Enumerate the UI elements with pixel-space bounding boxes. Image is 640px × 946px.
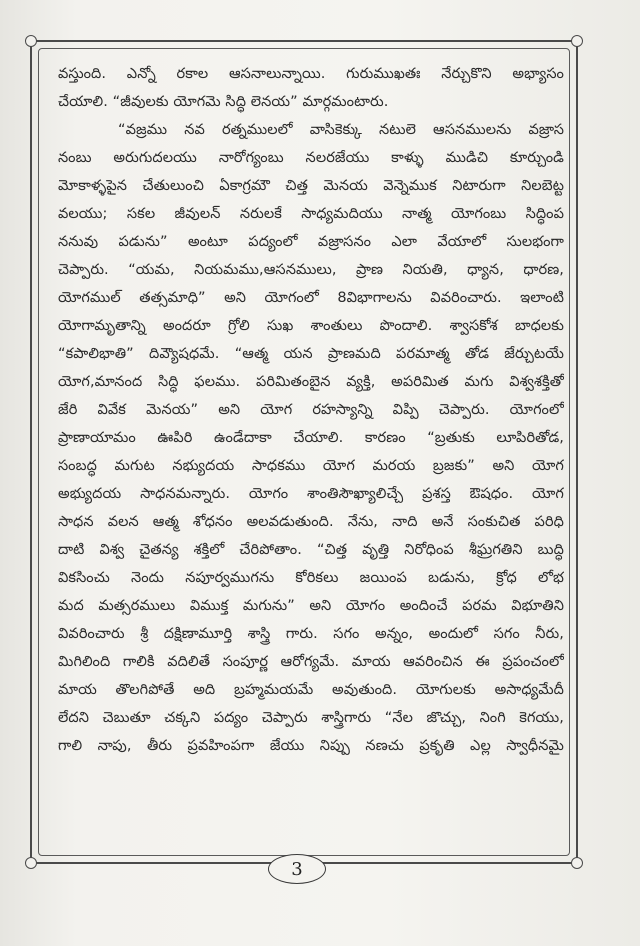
border-corner-ornament [571,857,583,869]
text-line: వలయు; సకల జీవులన్ నరులకే సాధ్యమదియు నాత్మ యోగంబు సిద్ధింప [58,206,564,222]
text-line: ననువు పడును” అంటూ పద్యంలో వజ్రాసనం ఎలా వేయాలో సులభంగా [58,234,564,250]
text-line: గాలి నాపు, తీరు ప్రవహింపగా జేయు నిప్పు నణచు ప్రకృతి ఎల్ల స్వాధీనమై [58,738,564,754]
text-line: యోగముల్ తత్సమాధి” అని యోగంలో 8విభాగాలను వివరించారు. ఇలాంటి [58,290,564,306]
body-text [58,60,564,850]
text-line: సంబద్ధ మగుట నభ్యుదయ సాధకము యోగ మరయ బ్రజకు” అని యోగ [58,458,564,474]
text-line: చేయాలి. “జీవులకు యోగమె సిద్ధి లెనయ” మార్గమంటారు. [58,94,389,110]
text-line: అభ్యుదయ సాధనమన్నారు. యోగం శాంతిసౌఖ్యాలిచ్చే ప్రశస్త ఔషధం. యోగ [58,486,564,502]
text-line: యోగామృతాన్ని అందరూ గ్రోలి సుఖ శాంతులు పొందాలి. శ్వాసకోశ బాధలకు [58,318,564,334]
text-line: ప్రాణాయామం ఊపిరి ఉండేదాకా చేయాలి. కారణం “బ్రతుకు లూపిరితోడ, [58,430,564,446]
text-line: మాయ తొలగిపోతే అది బ్రహ్మమయమే అవుతుంది. యోగులకు అసాధ్యమేదీ [58,682,564,698]
text-line: జేరి వివేక మెనయ” అని యోగ రహస్యాన్ని విప్పి చెప్పారు. యోగంలో [58,402,564,418]
border-corner-ornament [25,857,37,869]
text-line: సాధన వలన ఆత్మ శోధనం అలవడుతుంది. నేను, నాది అనే సంకుచిత పరిధి [58,514,564,530]
text-line: వస్తుంది. ఎన్నో రకాల ఆసనాలున్నాయి. గురుముఖతః నేర్చుకొని అభ్యాసం [58,66,564,82]
page-number: 3 [268,854,326,884]
text-line: యోగ,మానంద సిద్ధి ఫలము. పరిమితంబైన వ్యక్తి, అపరిమిత మగు విశ్వశక్తితో [58,374,564,390]
text-line: చెప్పారు. “యమ, నియమము,ఆసనములు, ప్రాణ నియతి, ధ్యాన, ధారణ, [58,262,564,278]
text-line: నంబు అరుగుదలయు నారోగ్యంబు నలరజేయు కాళ్ళు ముడిచి కూర్చుండి [58,150,564,166]
border-corner-ornament [25,35,37,47]
text-line: మద మత్సరములు విముక్త మగును” అని యోగం అందించే పరమ విభూతిని [58,598,564,614]
text-line: దాటి విశ్వ చైతన్య శక్తిలో చేరిపోతాం. “చిత్త వృత్తి నిరోధింప శీఘ్రగతిని బుద్ధి [58,542,564,558]
border-corner-ornament [571,35,583,47]
text-line: మిగిలింది గాలికి వదిలితే సంపూర్ణ ఆరోగ్యమే. మాయ ఆవరించిన ఈ ప్రపంచంలో [58,654,564,670]
text-line: “కపాలిభాతి” దివ్యౌషధమే. “ఆత్మ యన ప్రాణమది పరమాత్మ తోడ జేర్చుటయే [58,346,564,362]
text-line: వివరించారు శ్రీ దక్షిణామూర్తి శాస్త్రి గారు. సగం అన్నం, అందులో సగం నీరు, [58,626,564,642]
text-line: వికసించు నెందు నపూర్వముగను కోరికలు జయింప బడును, క్రోధ లోభ [58,570,564,586]
text-line: లేదని చెబుతూ చక్కని పద్యం చెప్పారు శాస్త్రిగారు “నేల జొచ్చు, నింగి కెగయు, [58,710,564,726]
text-line: మోకాళ్ళపైన చేతులుంచి ఏకాగ్రమౌ చిత్త మెనయ వెన్నెముక నిటారుగా నిలబెట్ట [58,178,564,194]
text-line: “వజ్రము నవ రత్నములలో వాసికెక్కు నటులె ఆసనములను వజ్రాస [118,122,564,138]
